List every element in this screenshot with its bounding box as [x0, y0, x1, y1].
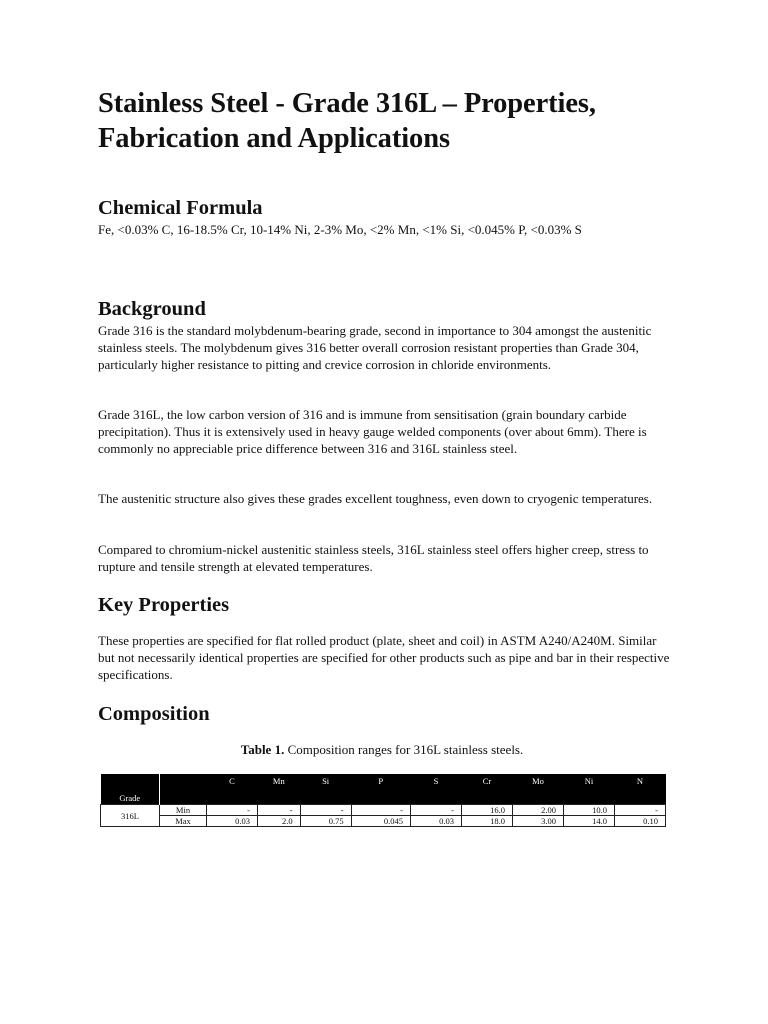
heading-key-properties: Key Properties — [98, 594, 230, 616]
max-s: 0.03 — [410, 816, 461, 827]
grade-cell: 316L — [101, 805, 160, 827]
min-ni: 10.0 — [563, 805, 614, 816]
row-label-max: Max — [160, 816, 207, 827]
header-element-c: C — [207, 774, 258, 788]
heading-chemical-formula: Chemical Formula — [98, 197, 263, 219]
max-cr: 18.0 — [461, 816, 512, 827]
table-row-min — [101, 805, 666, 816]
document-title: Stainless Steel - Grade 316L – Properties, Fabrication and Applications — [98, 88, 596, 154]
table-header-row-2 — [101, 788, 666, 805]
header-element-p: P — [351, 774, 410, 788]
min-p: - — [351, 805, 410, 816]
table-caption-text: Composition ranges for 316L stainless steels. — [284, 742, 524, 757]
min-s: - — [410, 805, 461, 816]
heading-composition: Composition — [98, 703, 210, 725]
max-si: 0.75 — [300, 816, 351, 827]
header-grade-top — [101, 774, 160, 788]
table-caption-label: Table 1. — [240, 742, 285, 757]
max-mo: 3.00 — [512, 816, 563, 827]
heading-background: Background — [98, 298, 206, 320]
row-label-min: Min — [160, 805, 207, 816]
formula-text: Fe, <0.03% C, 16-18.5% Cr, 10-14% Ni, 2-3% Mo, <2% Mn, <1% Si, <0.045% P, <0.03% S — [98, 222, 582, 237]
header-element-n: N — [614, 774, 665, 788]
max-ni: 14.0 — [563, 816, 614, 827]
min-mn: - — [258, 805, 301, 816]
header-element-mo: Mo — [512, 774, 563, 788]
table-caption — [98, 741, 666, 758]
header-element-cr: Cr — [461, 774, 512, 788]
composition-table — [100, 774, 666, 827]
header-element-mn: Mn — [258, 774, 301, 788]
max-n: 0.10 — [614, 816, 665, 827]
background-paragraph-2: Grade 316L, the low carbon version of 316 and is immune from sensitisation (grain boundary carbide precipitation). Thus it is extensively used in heavy gauge welded components (over about 6mm). There is commonly no appreciable price difference between 316 and 316L stainless steel. — [98, 407, 647, 456]
background-paragraph-4: Compared to chromium-nickel austenitic stainless steels, 316L stainless steel offers higher creep, stress to rupture and tensile strength at elevated temperatures. — [98, 542, 649, 574]
max-c: 0.03 — [207, 816, 258, 827]
header-element-ni: Ni — [563, 774, 614, 788]
table-row-max — [101, 816, 666, 827]
min-si: - — [300, 805, 351, 816]
background-paragraph-1: Grade 316 is the standard molybdenum-bearing grade, second in importance to 304 amongst the austenitic stainless steels. The molybdenum gives 316 better overall corrosion resistant properties than Grade 304, particularly higher resistance to pitting and crevice corrosion in chloride environments. — [98, 323, 652, 372]
background-paragraph-3: The austenitic structure also gives these grades excellent toughness, even down to cryogenic temperatures. — [98, 491, 653, 506]
min-n: - — [614, 805, 665, 816]
max-p: 0.045 — [351, 816, 410, 827]
max-mn: 2.0 — [258, 816, 301, 827]
table-header-row — [101, 774, 666, 788]
min-mo: 2.00 — [512, 805, 563, 816]
header-spacer — [160, 788, 666, 805]
header-element-si: Si — [300, 774, 351, 788]
header-grade: Grade — [101, 788, 160, 805]
header-blank — [160, 774, 207, 788]
key-properties-text: These properties are specified for flat rolled product (plate, sheet and coil) in ASTM A240/A240M. Similar but not necessarily identical properties are specified for other products such as pipe and bar in their respective specifications. — [98, 633, 670, 682]
min-c: - — [207, 805, 258, 816]
min-cr: 16.0 — [461, 805, 512, 816]
header-element-s: S — [410, 774, 461, 788]
